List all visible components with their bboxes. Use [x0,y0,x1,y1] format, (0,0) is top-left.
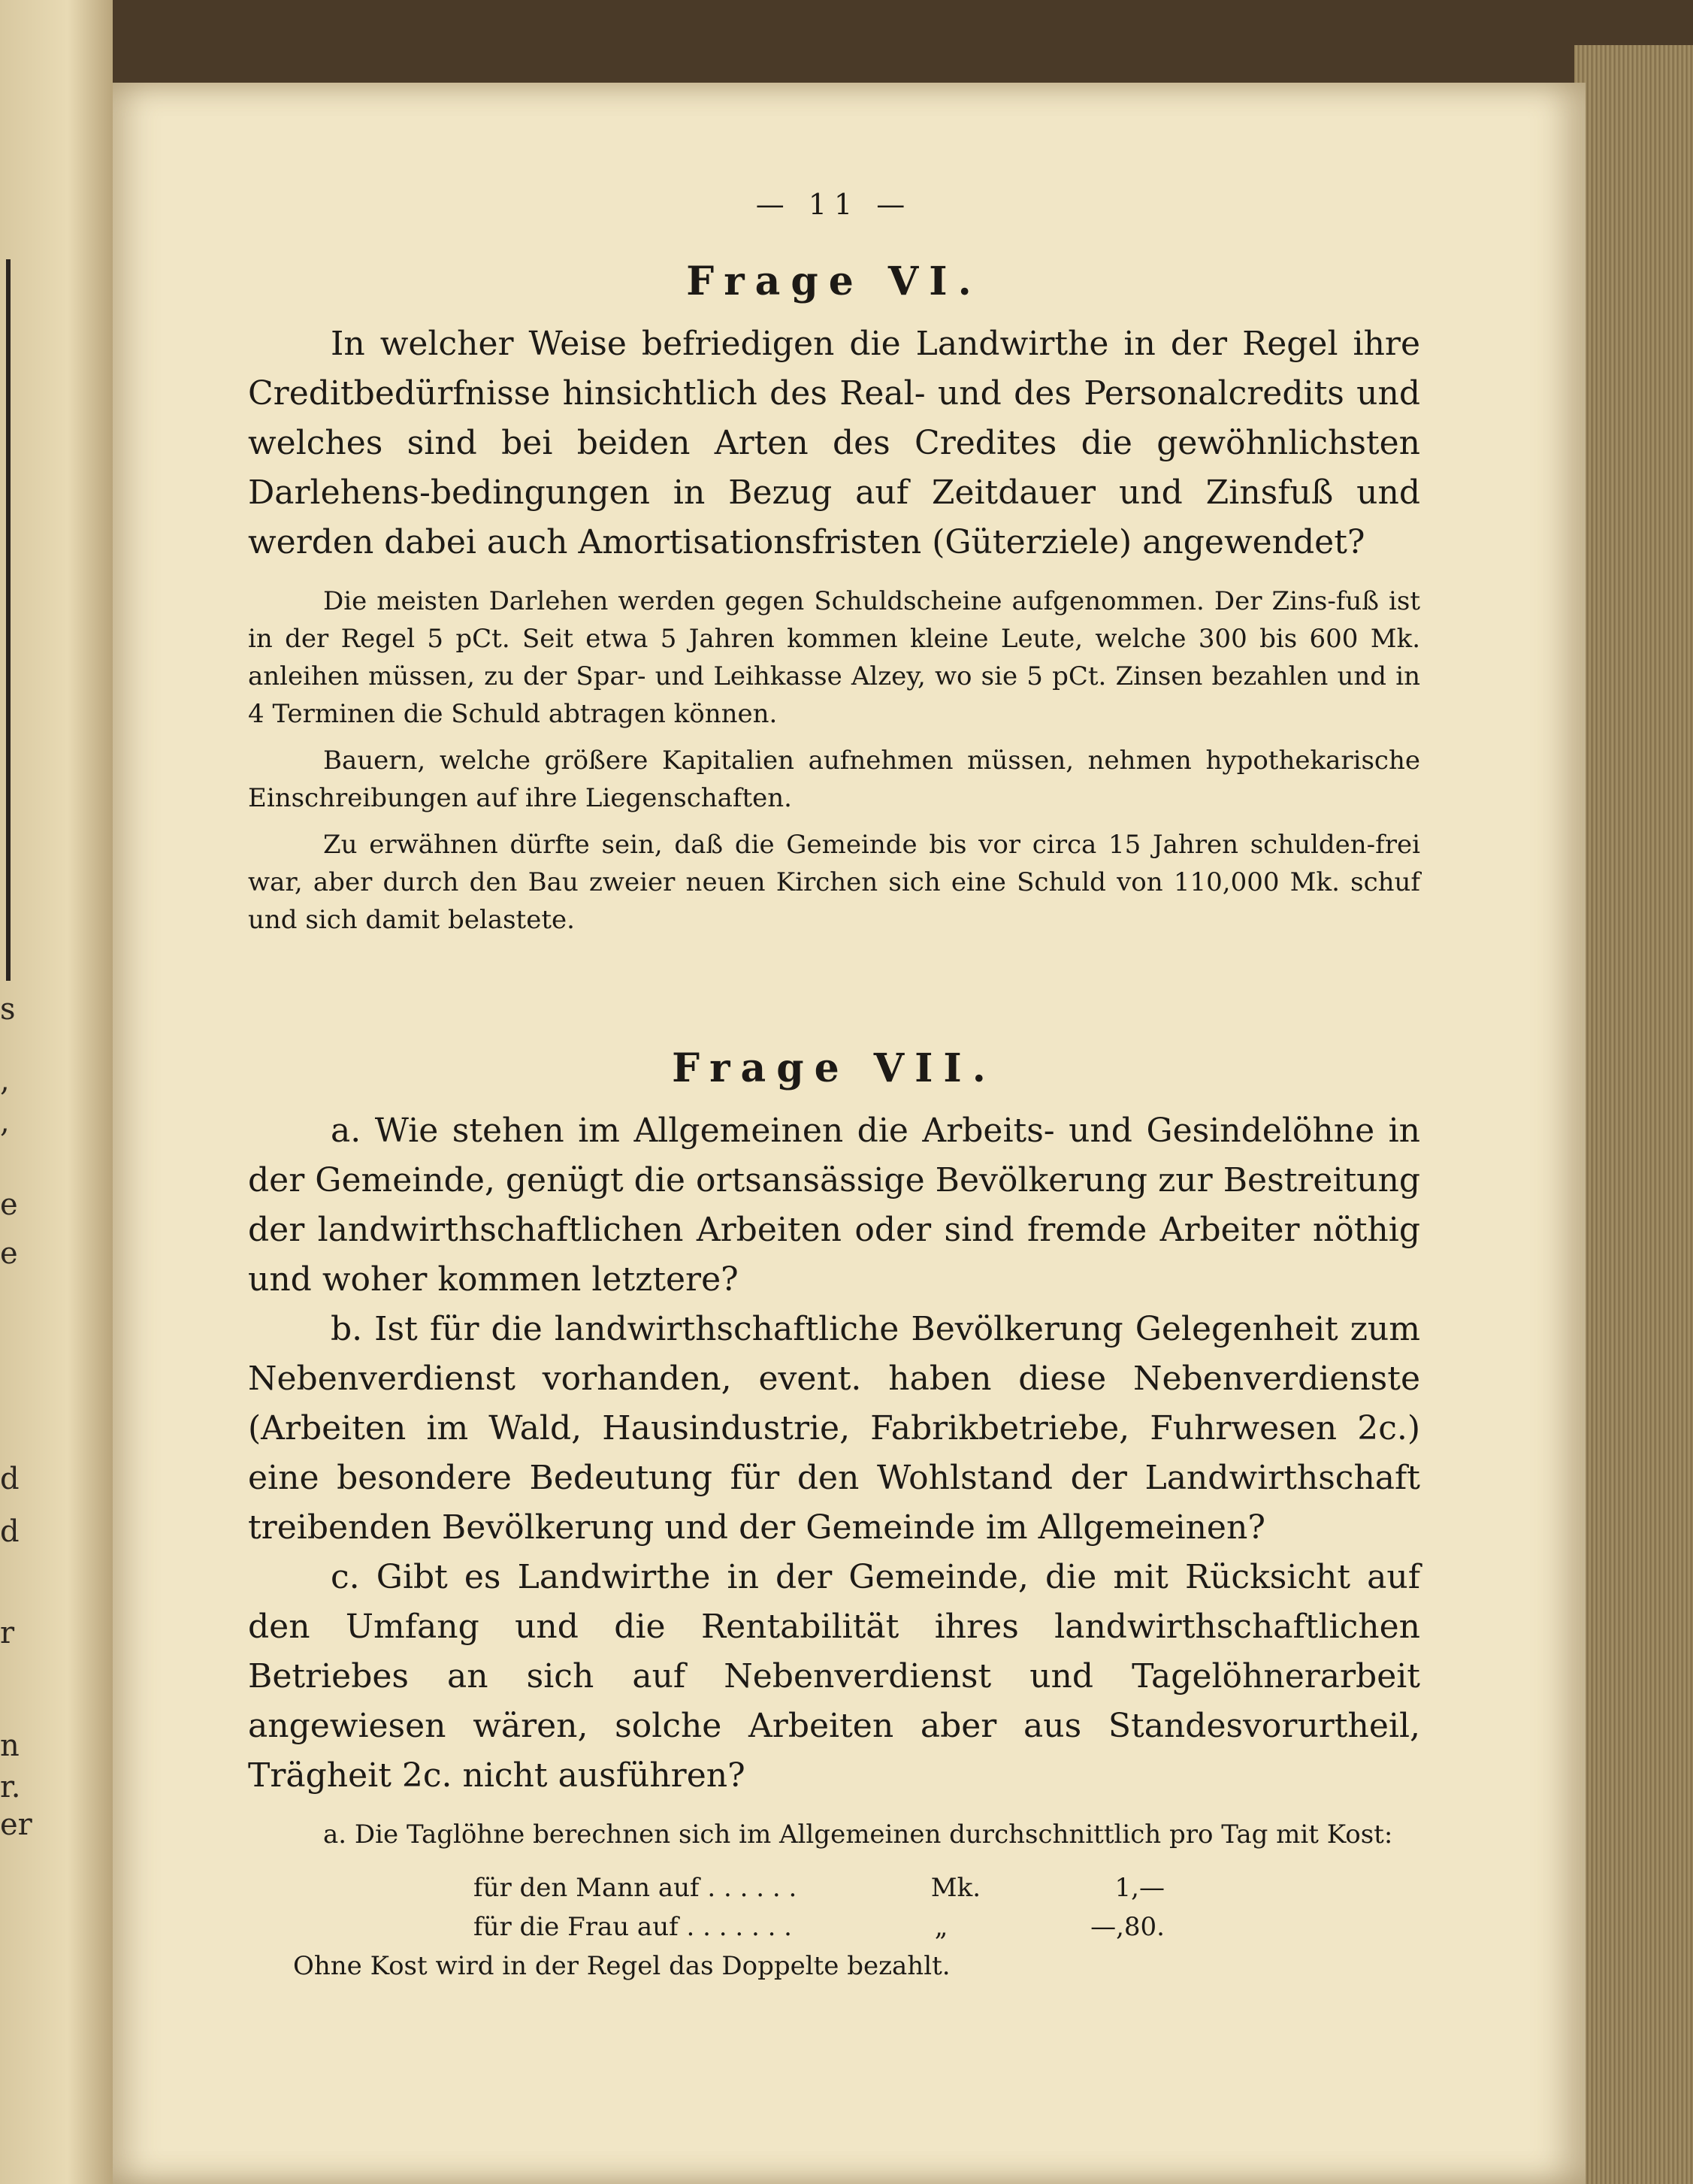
facing-page-fragment: s [0,992,16,1027]
book-page-stack [1574,45,1693,2184]
question-paragraph: In welcher Weise befriedigen die Landwirthe in der Regel ihre Creditbedürfnisse hinsichtlich des Real- und des Personalcredits und welches sind bei beiden Arten des Credites die gewöhnlichsten Darlehens-bedingungen in Bezug auf Zeitdauer und Zinsfuß und werden dabei auch Amortisationsfristen (Güterziele) angewendet? [248,325,1420,561]
facing-page-fragment: , [0,1063,10,1098]
closing-line: Ohne Kost wird in der Regel das Doppelte bezahlt. [293,1951,951,1981]
answer-paragraph: a. Die Taglöhne berechnen sich im Allgemeinen durchschnittlich pro Tag mit Kost: [323,1819,1393,1850]
wage-unit: Mk. [930,1873,981,1903]
wage-table [473,1868,1420,1947]
wage-value: 1,— [1114,1873,1165,1903]
frage-7-heading: Frage VII. [672,1045,996,1091]
page-content [248,188,1420,1986]
frage-7-questions [248,1106,1420,1801]
facing-page-rule [6,259,11,981]
wage-value: —,80. [1090,1912,1165,1942]
facing-page-fragment: d [0,1462,20,1496]
wage-row [473,1907,1165,1947]
facing-page-fragment: , [0,1105,10,1139]
wage-label: für den Mann auf . . . . . . [473,1873,797,1903]
question-paragraph: b. Ist für die landwirthschaftliche Bevölkerung Gelegenheit zum Nebenverdienst vorhanden, event. haben diese Nebenverdienste (Arbeiten im Wald, Hausindustrie, Fabrikbetriebe, Fuhrwesen 2c.) eine besondere Bedeutung für den Wohlstand der Landwirthschaft treibenden Bevölkerung und der Gemeinde im Allgemeinen? [248,1310,1420,1547]
frage-6-question [248,319,1420,567]
facing-page-fragment: d [0,1514,20,1549]
answer-paragraph: Die meisten Darlehen werden gegen Schuldscheine aufgenommen. Der Zins-fuß ist in der Regel 5 pCt. Seit etwa 5 Jahren kommen kleine Leute, welche 300 bis 600 Mk. anleihen müssen, zu der Spar- und Leihkasse Alzey, wo sie 5 pCt. Zinsen bezahlen und in 4 Terminen die Schuld abtragen können. [248,586,1420,729]
frage-6-answers [248,582,1420,939]
facing-page-fragment: n [0,1729,20,1763]
facing-page-edge [0,0,113,2184]
question-paragraph: c. Gibt es Landwirthe in der Gemeinde, die mit Rücksicht auf den Umfang und die Rentabilität ihres landwirthschaftlichen Betriebes an sich auf Nebenverdienst und Tagelöhnerarbeit angewiesen wären, solche Arbeiten aber aus Standesvorurtheil, Trägheit 2c. nicht ausführen? [248,1558,1420,1795]
facing-page-fragment: er [0,1807,32,1842]
facing-page-fragment: r [0,1616,15,1650]
frage-7-answer [248,1816,1420,1853]
wage-row [473,1868,1165,1907]
wage-unit: „ [934,1912,948,1942]
page-number: — 11 — [755,188,913,221]
facing-page-fragment: r. [0,1770,21,1804]
answer-paragraph: Zu erwähnen dürfte sein, daß die Gemeinde bis vor circa 15 Jahren schulden-frei war, aber durch den Bau zweier neuen Kirchen sich eine Schuld von 110,000 Mk. schuf und sich damit belastete. [248,830,1420,935]
wage-label: für die Frau auf . . . . . . . [473,1912,792,1942]
frage-6-heading: Frage VI. [686,259,982,304]
facing-page-fragment: e [0,1187,18,1222]
question-paragraph: a. Wie stehen im Allgemeinen die Arbeits- und Gesindelöhne in der Gemeinde, genügt die ortsansässige Bevölkerung zur Bestreitung der landwirthschaftlichen Arbeiten oder sind fremde Arbeiter nöthig und woher kommen letztere? [248,1112,1420,1299]
answer-paragraph: Bauern, welche größere Kapitalien aufnehmen müssen, nehmen hypothekarische Einschreibungen auf ihre Liegenschaften. [248,746,1420,813]
book-page [113,83,1586,2184]
facing-page-fragment: e [0,1236,18,1271]
